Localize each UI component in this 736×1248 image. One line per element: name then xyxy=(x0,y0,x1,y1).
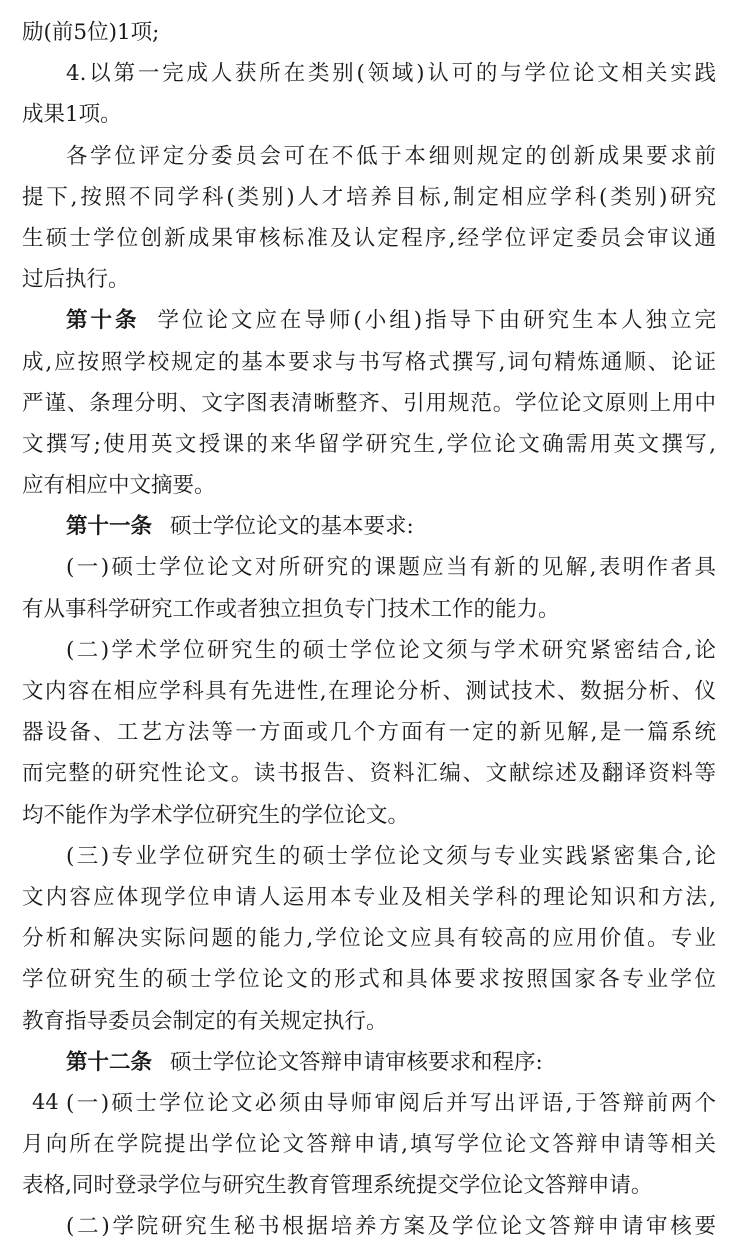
text-line xyxy=(22,753,716,794)
line-text: 成果1项。 xyxy=(22,102,122,128)
line-text: 有从事科学研究工作或者独立担负专门技术工作的能力。 xyxy=(22,596,560,622)
line-text: 4.以第一完成人获所在类别(领域)认可的与学位论文相关实践 xyxy=(66,61,716,87)
text-line xyxy=(22,1001,716,1042)
text-line xyxy=(22,300,716,341)
line-text: 硕士学位论文的基本要求: xyxy=(170,514,414,540)
line-text: (一)硕士学位论文必须由导师审阅后并写出评语,于答辩前两个 xyxy=(66,1090,716,1116)
line-text: 过后执行。 xyxy=(22,267,130,293)
line-text: 成,应按照学校规定的基本要求与书写格式撰写,词句精炼通顺、论证 xyxy=(22,349,716,375)
text-line xyxy=(22,94,716,135)
text-line xyxy=(22,630,716,671)
line-text: 而完整的研究性论文。读书报告、资料汇编、文献综述及翻译资料等 xyxy=(22,761,716,787)
line-text: 严谨、条理分明、文字图表清晰整齐、引用规范。学位论文原则上用中 xyxy=(22,390,716,416)
article-heading: 第十二条 xyxy=(66,1049,153,1075)
line-text: 励(前5位)1项; xyxy=(22,20,160,45)
line-text: 应有相应中文摘要。 xyxy=(22,473,216,499)
text-line xyxy=(22,712,716,753)
text-line xyxy=(22,671,716,712)
line-text: (二)学院研究生秘书根据培养方案及学位论文答辩申请审核要 xyxy=(66,1214,716,1240)
line-text: 各学位评定分委员会可在不低于本细则规定的创新成果要求前 xyxy=(66,143,716,169)
text-line xyxy=(22,342,716,383)
text-line xyxy=(22,12,716,53)
text-line xyxy=(22,1083,716,1124)
line-text: (一)硕士学位论文对所研究的课题应当有新的见解,表明作者具 xyxy=(66,555,716,581)
line-text: 月向所在学院提出学位论文答辩申请,填写学位论文答辩申请等相关 xyxy=(22,1132,716,1158)
text-line xyxy=(22,589,716,630)
text-line xyxy=(22,424,716,465)
page-number: 44 xyxy=(32,1090,59,1114)
text-line xyxy=(22,1042,716,1083)
line-text: 提下,按照不同学科(类别)人才培养目标,制定相应学科(类别)研究 xyxy=(22,184,716,210)
text-line xyxy=(22,259,716,300)
text-line xyxy=(22,547,716,588)
line-text: 表格,同时登录学位与研究生教育管理系统提交学位论文答辩申请。 xyxy=(22,1173,653,1199)
line-text: (三)专业学位研究生的硕士学位论文须与专业实践紧密集合,论 xyxy=(66,843,716,869)
document-page xyxy=(22,12,716,1248)
text-line xyxy=(22,465,716,506)
article-heading: 第十一条 xyxy=(66,514,153,540)
text-line xyxy=(22,177,716,218)
text-line xyxy=(22,1206,716,1247)
line-text: (二)学术学位研究生的硕士学位论文须与学术研究紧密结合,论 xyxy=(66,637,716,663)
line-text: 学位研究生的硕士学位论文的形式和具体要求按照国家各专业学位 xyxy=(22,967,716,993)
text-line xyxy=(22,836,716,877)
line-text: 均不能作为学术学位研究生的学位论文。 xyxy=(22,802,410,828)
article-heading: 第十条 xyxy=(66,308,140,334)
line-text: 学位论文应在导师(小组)指导下由研究生本人独立完 xyxy=(157,308,716,334)
text-line xyxy=(22,1165,716,1206)
line-text: 分析和解决实际问题的能力,学位论文应具有较高的应用价值。专业 xyxy=(22,926,716,952)
line-text: 教育指导委员会制定的有关规定执行。 xyxy=(22,1008,388,1034)
line-text: 硕士学位论文答辩申请审核要求和程序: xyxy=(170,1049,543,1075)
text-line xyxy=(22,1124,716,1165)
text-line xyxy=(22,877,716,918)
text-line xyxy=(22,383,716,424)
text-line xyxy=(22,959,716,1000)
line-text: 生硕士学位创新成果审核标准及认定程序,经学位评定委员会审议通 xyxy=(22,225,716,251)
text-line xyxy=(22,218,716,259)
line-text: 文内容在相应学科具有先进性,在理论分析、测试技术、数据分析、仪 xyxy=(22,679,716,704)
line-text: 文内容应体现学位申请人运用本专业及相关学科的理论知识和方法, xyxy=(22,884,716,910)
text-line xyxy=(22,918,716,959)
line-text: 文撰写;使用英文授课的来华留学研究生,学位论文确需用英文撰写, xyxy=(22,431,716,457)
text-line xyxy=(22,795,716,836)
line-text: 器设备、工艺方法等一方面或几个方面有一定的新见解,是一篇系统 xyxy=(22,720,716,746)
text-line xyxy=(22,136,716,177)
text-line xyxy=(22,506,716,547)
text-line xyxy=(22,53,716,94)
